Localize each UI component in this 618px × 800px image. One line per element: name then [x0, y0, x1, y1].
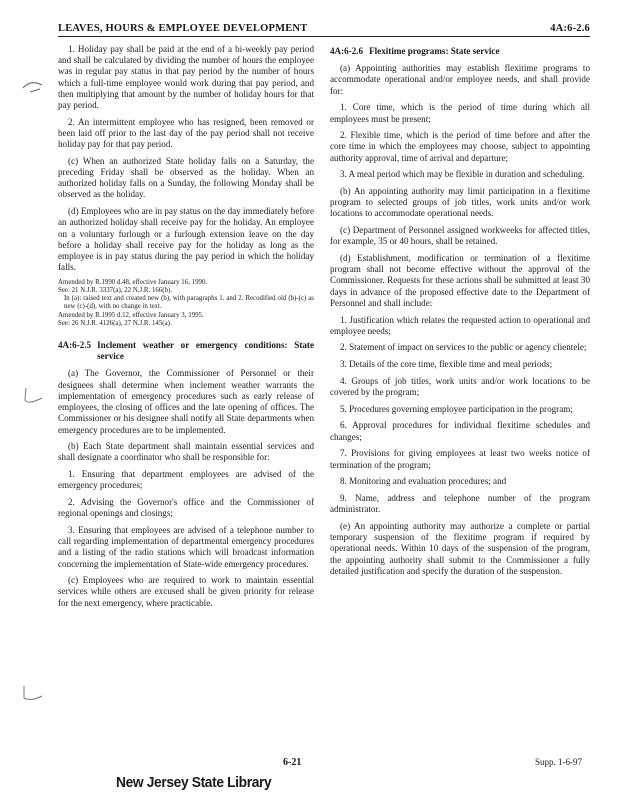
- paragraph: 8. Monitoring and evaluation procedures; and: [340, 476, 507, 487]
- paragraph: 9. Name, address and telephone number of the program administrator.: [330, 493, 590, 515]
- paragraph: 2. Flexible time, which is the period of time before and after the core time in which the employees may choose, subject to appointing authority approval, time of arrival and departure;: [330, 130, 590, 163]
- paragraph: (e) An appointing authority may authorize a complete or partial temporary suspension of the flexitime program if required by operational needs. Within 10 days of the suspension of the program, the appointing authority shall submit to the Commissioner a fully detailed justification and specify the duration of the suspension.: [330, 520, 590, 576]
- paragraph: 5. Procedures governing employee participation in the program;: [340, 403, 573, 414]
- left-column: [58, 44, 314, 614]
- history-line: See: 26 N.J.R. 4126(a), 27 N.J.R. 145(a).: [58, 319, 172, 327]
- paragraph: 1. Ensuring that department employees are advised of the emergency procedures;: [58, 469, 314, 491]
- paragraph: (a) The Governor, the Commissioner of Personnel or their designees shall determine when inclement weather warrants the implementation of emergency procedures such as early release of employees, the closing of offices and the late opening of offices. The Commissioner or his designee shall notify all State departments when emergency procedures are to be implemented.: [58, 368, 314, 435]
- paragraph: 1. Holiday pay shall be paid at the end of a bi-weekly pay period and shall be calculated by dividing the number of hours the employee was in regular pay status in that pay period by the number of hours which a full-time employee would work during that pay period, and then multiplying that amount by the number of holiday hours for that pay period.: [58, 44, 314, 111]
- right-column: [330, 44, 590, 582]
- paragraph: (d) Establishment, modification or termination of a flexitime program shall not become effective without the approval of the Commissioner. Requests for these actions shall be submitted at least 30 days in advance of the proposed effective date to the Department of Personnel and shall include:: [330, 253, 590, 308]
- paragraph: (c) When an authorized State holiday falls on a Saturday, the preceding Friday shall be observed as the holiday. When an authorized holiday falls on a Sunday, the following Monday shall be observed as the holiday.: [58, 155, 314, 200]
- library-stamp: New Jersey State Library: [116, 774, 272, 791]
- page-number: 6-21: [283, 757, 302, 768]
- paragraph: 2. Advising the Governor's office and the Commissioner of regional openings and closings;: [58, 497, 314, 519]
- paragraph: 1. Core time, which is the period of time during which all employees must be present;: [330, 102, 590, 124]
- supplement-date: Supp. 1-6-97: [535, 757, 582, 767]
- margin-mark: [20, 76, 46, 96]
- paragraph: (c) Employees who are required to work to maintain essential services while others are excused shall be given priority for release for the next emergency, where practicable.: [58, 575, 314, 608]
- header-section: 4A:6-2.6: [550, 23, 590, 34]
- paragraph: 7. Provisions for giving employees at least two weeks notice of termination of the program;: [330, 448, 590, 470]
- paragraph: (a) Appointing authorities may establish flexitime programs to accommodate operational and/or employee needs, and shall provide for:: [330, 63, 590, 96]
- history-line: See: 21 N.J.R. 3337(a), 22 N.J.R. 166(b).: [58, 287, 173, 295]
- history-line: Amended by R.1990 d.48, effective January 16, 1990.: [58, 278, 208, 286]
- margin-mark: [20, 386, 46, 406]
- section-number: 4A:6-2.5: [58, 340, 92, 351]
- amendment-history: [58, 279, 314, 328]
- paragraph: 3. Details of the core time, flexible time and meal periods;: [340, 359, 553, 370]
- paragraph: (c) Department of Personnel assigned workweeks for affected titles, for example, 35 or 40 hours, shall be retained.: [330, 225, 590, 247]
- history-line: In (a): raised text and created new (b), with paragraphs 1. and 2. Recodified old (b)-(c) as new (c)-(d), with no change in text.: [64, 295, 314, 311]
- section-heading: [330, 46, 590, 57]
- running-header: [58, 10, 590, 37]
- paragraph: (b) Each State department shall maintain essential services and shall designate a coordinator who shall be responsible for:: [58, 441, 314, 463]
- paragraph: 3. A meal period which may be flexible in duration and scheduling.: [340, 169, 585, 180]
- section-title: Flexitime programs: State service: [369, 46, 500, 56]
- paragraph: 6. Approval procedures for individual flexitime schedules and changes;: [330, 420, 590, 442]
- history-line: Amended by R.1995 d.12, effective January 3, 1995.: [58, 311, 204, 319]
- paragraph: 2. An intermittent employee who has resigned, been removed or been laid off prior to the last day of the pay period shall not receive holiday pay for that pay period.: [58, 116, 314, 150]
- paragraph: (d) Employees who are in pay status on the day immediately before an authorized holiday shall receive pay for the holiday. An employee on a voluntary furlough or a furlough extension leave on the day before a holiday shall receive pay for the holiday as long as the employee is in pay status during the pay period in which the holiday falls.: [58, 206, 314, 273]
- section-heading: [58, 340, 314, 362]
- margin-mark: [20, 684, 46, 704]
- section-title: Inclement weather or emergency conditions: State service: [97, 340, 314, 362]
- paragraph: 1. Justification which relates the requested action to operational and employee needs;: [330, 314, 590, 336]
- paragraph: 2. Statement of impact on services to the public or agency clientele;: [340, 342, 587, 353]
- paragraph: (b) An appointing authority may limit participation in a flexitime program to selected groups of job titles, work units and/or work locations to accommodate operational needs.: [330, 186, 590, 219]
- header-title: LEAVES, HOURS & EMPLOYEE DEVELOPMENT: [58, 23, 308, 34]
- paragraph: 3. Ensuring that employees are advised of a telephone number to call regarding implementation of departmental emergency procedures and a listing of the radio stations which will broadcast information concerning the implementation of State-wide emergency procedures.: [58, 524, 314, 569]
- paragraph: 4. Groups of job titles, work units and/or work locations to be covered by the program;: [330, 375, 590, 398]
- section-number: 4A:6-2.6: [330, 46, 364, 56]
